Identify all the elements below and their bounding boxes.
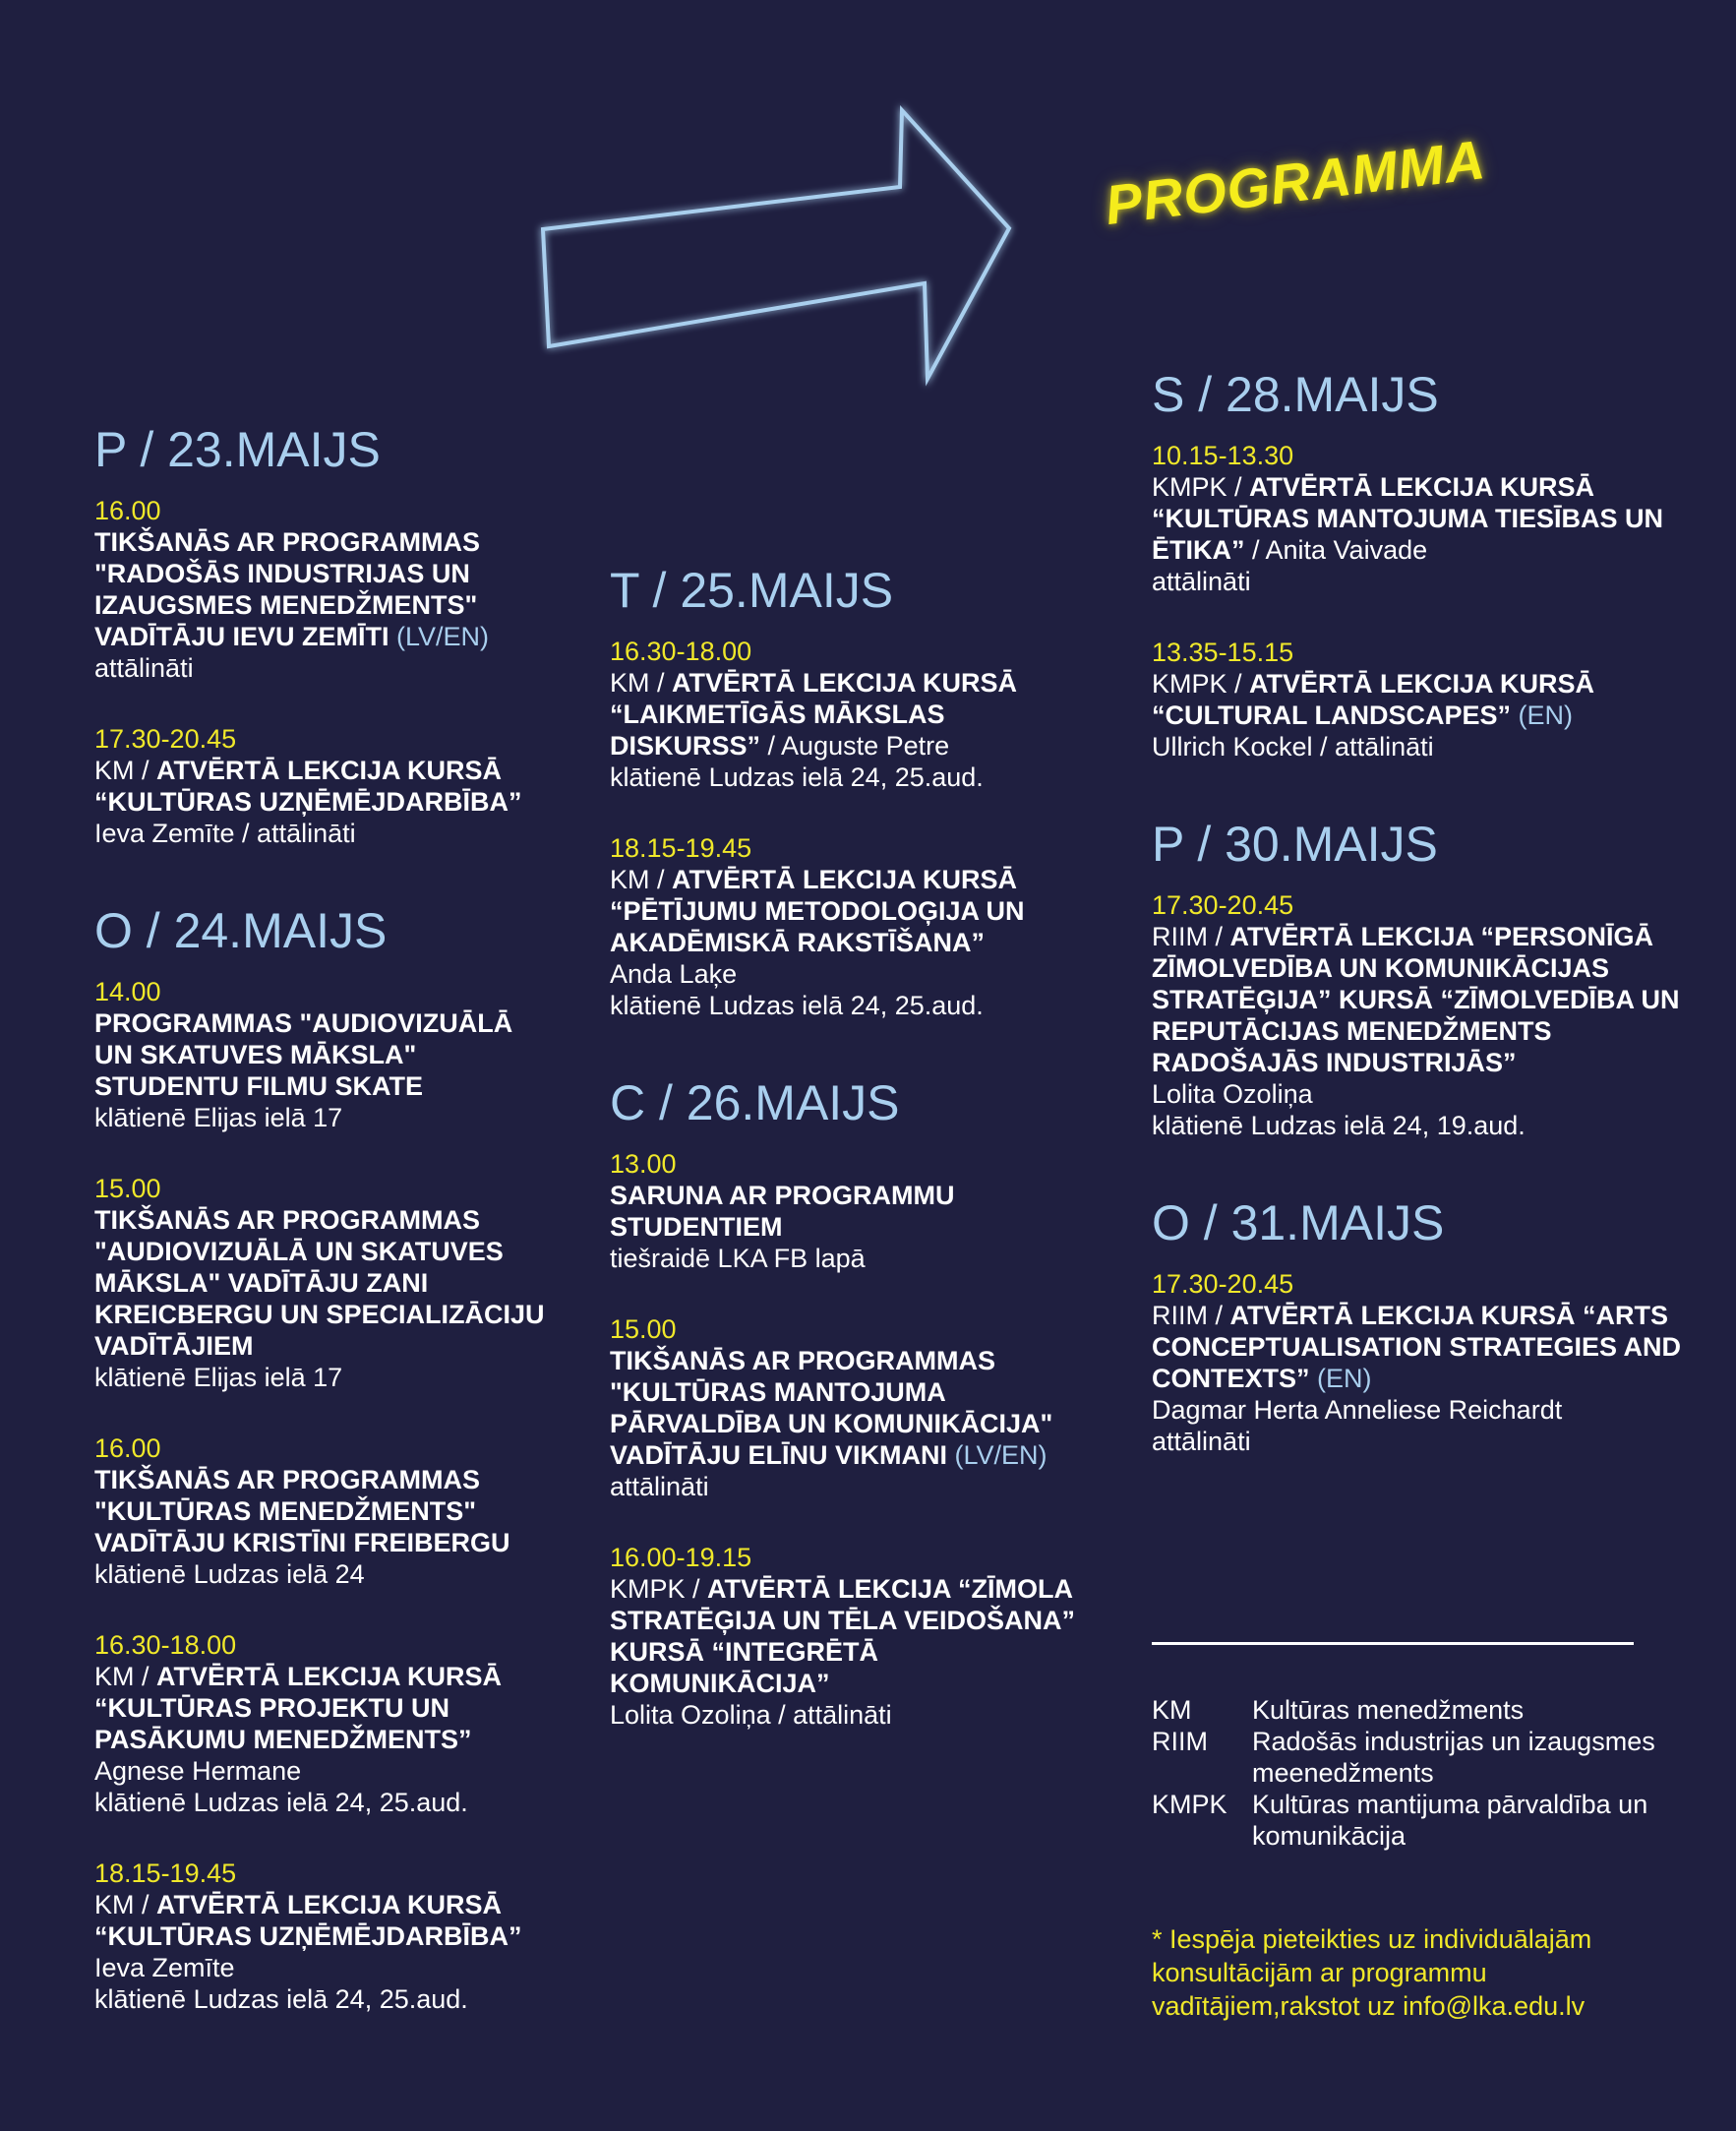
- event-item: [94, 1432, 557, 1590]
- event-body: [94, 755, 557, 849]
- day-heading: C / 26.MAIJS: [610, 1075, 900, 1130]
- event-title: ATVĒRTĀ LEKCIJA KURSĀ “KULTŪRAS MANTOJUMA TIESĪBAS UN ĒTIKA”: [1152, 472, 1664, 565]
- event-body: [94, 1204, 557, 1393]
- event-item: [1152, 637, 1683, 762]
- event-location: Ieva Zemīte klātienē Ludzas ielā 24, 25.aud.: [94, 1953, 468, 2014]
- event-location: klātienē Elijas ielā 17: [94, 1363, 343, 1392]
- language-tag: (EN): [1309, 1364, 1372, 1393]
- event-item: [610, 1313, 1092, 1502]
- abbreviation-legend: [1152, 1694, 1663, 1852]
- event-location: klātienē Ludzas ielā 24: [94, 1559, 365, 1589]
- event-body: [94, 1889, 557, 2015]
- event-location: attālināti: [1152, 567, 1251, 596]
- event-title: ATVĒRTĀ LEKCIJA KURSĀ “LAIKMETĪGĀS MĀKSLAS DISKURSS”: [610, 668, 1018, 761]
- legend-code: KMPK: [1152, 1790, 1227, 1819]
- day-block: [610, 564, 1092, 1021]
- event-item: [610, 636, 1092, 793]
- day-heading: T / 25.MAIJS: [610, 563, 894, 618]
- event-title: ATVĒRTĀ LEKCIJA KURSĀ “CULTURAL LANDSCAPES”: [1152, 669, 1595, 730]
- program-code: KMPK /: [1152, 669, 1250, 699]
- event-item: [94, 495, 557, 684]
- event-body: [610, 1345, 1092, 1502]
- legend-code: KM: [1152, 1695, 1192, 1725]
- event-location: Lolita Ozoliņa klātienē Ludzas ielā 24, 19.aud.: [1152, 1079, 1526, 1140]
- event-time: 13.00: [610, 1149, 677, 1179]
- language-tag: (LV/EN): [947, 1440, 1048, 1470]
- event-body: [1152, 921, 1683, 1141]
- event-location: attālināti: [610, 1472, 709, 1501]
- event-item: [610, 832, 1092, 1021]
- program-code: KM /: [94, 756, 157, 785]
- event-body: [610, 667, 1092, 793]
- language-tag: (EN): [1511, 700, 1574, 730]
- arrow-right-outline-icon: [531, 98, 1023, 394]
- event-body: [94, 1464, 557, 1590]
- day-heading: P / 23.MAIJS: [94, 422, 381, 477]
- event-body: [1152, 471, 1683, 597]
- event-time: 16.30-18.00: [610, 637, 752, 666]
- event-item: [94, 1173, 557, 1393]
- event-body: [94, 526, 557, 684]
- lecturer: / Anita Vaivade: [1244, 535, 1428, 565]
- event-location: Dagmar Herta Anneliese Reichardt attālināti: [1152, 1395, 1563, 1456]
- event-title: ATVĒRTĀ LEKCIJA KURSĀ “KULTŪRAS UZŅĒMĒJDARBĪBA”: [94, 756, 522, 817]
- day-block: [610, 1076, 1092, 1731]
- event-body: [1152, 1300, 1683, 1457]
- legend-code: RIIM: [1152, 1727, 1208, 1756]
- event-item: [94, 976, 557, 1133]
- event-item: [1152, 1268, 1683, 1457]
- event-item: [94, 1629, 557, 1818]
- program-code: KM /: [94, 1662, 157, 1691]
- event-time: 13.35-15.15: [1152, 638, 1294, 667]
- event-title: ATVĒRTĀ LEKCIJA “PERSONĪGĀ ZĪMOLVEDĪBA UN KOMUNIKĀCIJAS STRATĒĢIJA” KURSĀ “ZĪMOLVEDĪBA UN REPUTĀCIJAS MENEDŽMENTS RADOŠAJĀS INDUSTRIJĀS”: [1152, 922, 1680, 1077]
- event-body: [610, 1573, 1092, 1731]
- event-time: 16.00-19.15: [610, 1543, 752, 1572]
- event-title: ATVĒRTĀ LEKCIJA KURSĀ “KULTŪRAS UZŅĒMĒJDARBĪBA”: [94, 1890, 522, 1951]
- event-location: klātienē Elijas ielā 17: [94, 1103, 343, 1132]
- day-block: [1152, 818, 1683, 1141]
- event-item: [610, 1542, 1092, 1731]
- event-item: [1152, 440, 1683, 597]
- day-block: [1152, 368, 1683, 762]
- event-body: [94, 1661, 557, 1818]
- program-code: KMPK /: [610, 1574, 708, 1604]
- event-location: klātienē Ludzas ielā 24, 25.aud.: [610, 762, 984, 792]
- event-title: ATVĒRTĀ LEKCIJA KURSĀ “ARTS CONCEPTUALISATION STRATEGIES AND CONTEXTS”: [1152, 1301, 1682, 1393]
- program-code: KM /: [610, 865, 673, 894]
- event-title: TIKŠANĀS AR PROGRAMMAS "RADOŠĀS INDUSTRIJAS UN IZAUGSMES MENEDŽMENTS" VADĪTĀJU IEVU ZEMĪTI: [94, 527, 481, 651]
- day-block: [94, 904, 557, 2015]
- event-location: Anda Laķe klātienē Ludzas ielā 24, 25.aud.: [610, 959, 984, 1020]
- event-time: 17.30-20.45: [94, 724, 237, 754]
- program-code: RIIM /: [1152, 1301, 1230, 1330]
- schedule-column-3: [1152, 368, 1683, 1512]
- event-item: [1152, 889, 1683, 1141]
- legend-row: [1152, 1694, 1663, 1726]
- event-time: 18.15-19.45: [610, 833, 752, 863]
- program-code: KM /: [610, 668, 673, 698]
- event-title: ATVĒRTĀ LEKCIJA “ZĪMOLA STRATĒĢIJA UN TĒLA VEIDOŠANA” KURSĀ “INTEGRĒTĀ KOMUNIKĀCIJA”: [610, 1574, 1076, 1698]
- event-title: ATVĒRTĀ LEKCIJA KURSĀ “KULTŪRAS PROJEKTU UN PASĀKUMU MENEDŽMENTS”: [94, 1662, 503, 1754]
- event-time: 15.00: [94, 1174, 161, 1203]
- day-heading: O / 24.MAIJS: [94, 903, 388, 958]
- event-title: SARUNA AR PROGRAMMU STUDENTIEM: [610, 1181, 955, 1242]
- event-item: [94, 1857, 557, 2015]
- event-item: [610, 1148, 1092, 1274]
- event-item: [94, 723, 557, 849]
- event-title: TIKŠANĀS AR PROGRAMMAS "AUDIOVIZUĀLĀ UN SKATUVES MĀKSLA" VADĪTĀJU ZANI KREICBERGU UN SPECIALIZĀCIJU VADĪTĀJIEM: [94, 1205, 545, 1361]
- event-location: Agnese Hermane klātienē Ludzas ielā 24, 25.aud.: [94, 1756, 468, 1817]
- event-location: Ieva Zemīte / attālināti: [94, 819, 356, 848]
- event-time: 16.30-18.00: [94, 1630, 237, 1660]
- event-time: 17.30-20.45: [1152, 890, 1294, 920]
- event-time: 18.15-19.45: [94, 1858, 237, 1888]
- event-location: tiešraidē LKA FB lapā: [610, 1244, 866, 1273]
- event-time: 14.00: [94, 977, 161, 1006]
- event-title: PROGRAMMAS "AUDIOVIZUĀLĀ UN SKATUVES MĀKSLA" STUDENTU FILMU SKATE: [94, 1008, 513, 1101]
- event-time: 16.00: [94, 496, 161, 525]
- event-body: [94, 1007, 557, 1133]
- event-location: Lolita Ozoliņa / attālināti: [610, 1700, 892, 1730]
- day-heading: S / 28.MAIJS: [1152, 367, 1439, 422]
- event-title: TIKŠANĀS AR PROGRAMMAS "KULTŪRAS MENEDŽMENTS" VADĪTĀJU KRISTĪNI FREIBERGU: [94, 1465, 510, 1557]
- divider: [1152, 1642, 1634, 1645]
- event-location: Ullrich Kockel / attālināti: [1152, 732, 1434, 761]
- program-code: RIIM /: [1152, 922, 1230, 951]
- day-block: [94, 423, 557, 849]
- day-block: [1152, 1196, 1683, 1457]
- program-code: KM /: [94, 1890, 157, 1919]
- legend-description: Kultūras menedžments: [1252, 1695, 1525, 1725]
- legend-description: Radošās industrijas un izaugsmes meenedžments: [1252, 1727, 1655, 1788]
- language-tag: (LV/EN): [389, 622, 490, 651]
- event-body: [610, 864, 1092, 1021]
- event-title: TIKŠANĀS AR PROGRAMMAS "KULTŪRAS MANTOJUMA PĀRVALDĪBA UN KOMUNIKĀCIJA" VADĪTĀJU ELĪNU VIKMANI: [610, 1346, 1053, 1470]
- day-heading: P / 30.MAIJS: [1152, 817, 1438, 872]
- event-time: 15.00: [610, 1314, 677, 1344]
- event-title: ATVĒRTĀ LEKCIJA KURSĀ “PĒTĪJUMU METODOLOĢIJA UN AKADĒMISKĀ RAKSTĪŠANA”: [610, 865, 1025, 957]
- lecturer: / Auguste Petre: [760, 731, 950, 761]
- legend-row: [1152, 1789, 1663, 1852]
- day-heading: O / 31.MAIJS: [1152, 1195, 1445, 1250]
- schedule-column-2: [610, 564, 1092, 1786]
- event-body: [610, 1180, 1092, 1274]
- event-time: 16.00: [94, 1433, 161, 1463]
- program-code: KMPK /: [1152, 472, 1250, 502]
- footnote: * Iespēja pieteikties uz individuālajām konsultācijām ar programmu vadītājiem,rakstot uz info@lka.edu.lv: [1152, 1924, 1592, 2021]
- legend-row: [1152, 1726, 1663, 1789]
- event-time: 17.30-20.45: [1152, 1269, 1294, 1299]
- page-title: PROGRAMMA: [1102, 128, 1489, 237]
- event-location: attālināti: [94, 653, 194, 683]
- event-time: 10.15-13.30: [1152, 441, 1294, 470]
- legend-description: Kultūras mantijuma pārvaldība un komunikācija: [1252, 1790, 1648, 1851]
- event-body: [1152, 668, 1683, 762]
- schedule-column-1: [94, 423, 557, 2070]
